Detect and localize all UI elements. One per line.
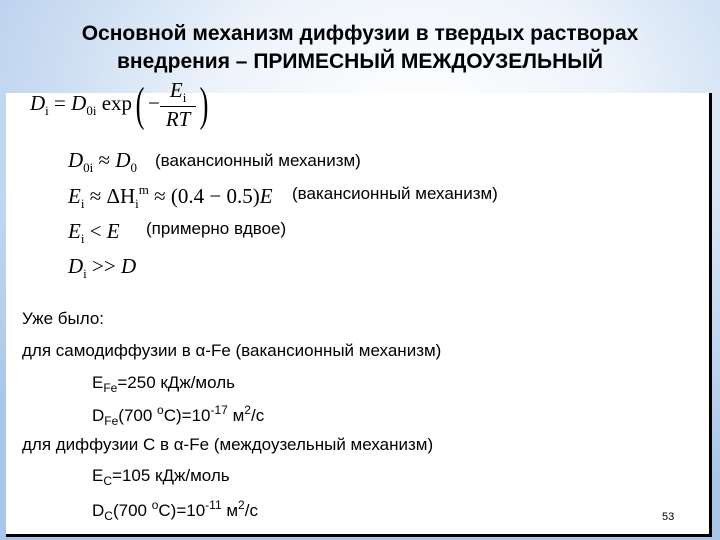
c-diffusion-line: для диффузии C в α-Fe (междоузельный механизм) xyxy=(22,435,434,454)
formula-d0i: $D_{0i} \approx D_0$ xyxy=(68,148,137,175)
formula-ei-less: $E_i < E$ xyxy=(68,219,120,246)
title-line-1: Основной механизм диффузии в твердых растворах xyxy=(81,22,639,45)
ec-line: $E_C=105$ кДж/моль xyxy=(92,466,230,488)
formula-di-greater: $D_i >> D$ xyxy=(68,254,137,281)
page-number: 53 xyxy=(662,511,675,523)
formula-ei-enthalpy: $E_i \approx \Delta H_i^m \approx (0.4 - 0.5)E$ xyxy=(68,182,273,211)
slide-title xyxy=(0,20,720,76)
formula-arrhenius: $D_i = D_{0i}$ exp( − $\frac{E_i}{RT}$ ) xyxy=(30,78,209,131)
dc-line: $D_C(700$ $^oC)=10^{-11}$ $м^2/с$ xyxy=(92,498,258,523)
note-twice: (примерно вдвое) xyxy=(146,219,287,238)
dfe-line: $D_{Fe}(700$ $^oC)=10^{-17}$ $м^2/с$ xyxy=(92,403,265,428)
self-diffusion-line: для самодиффузии в α-Fe (вакансионный механизм) xyxy=(22,341,442,360)
note-vacancy-1: (вакансионный механизм) xyxy=(155,151,361,170)
efe-line: $E_{Fe}=250$ кДж/моль xyxy=(92,373,235,395)
already-label: Уже было: xyxy=(22,309,105,328)
title-line-2: внедрения – ПРИМЕСНЫЙ МЕЖДОУЗЕЛЬНЫЙ xyxy=(117,50,603,73)
note-vacancy-2: (вакансионный механизм) xyxy=(292,184,498,203)
